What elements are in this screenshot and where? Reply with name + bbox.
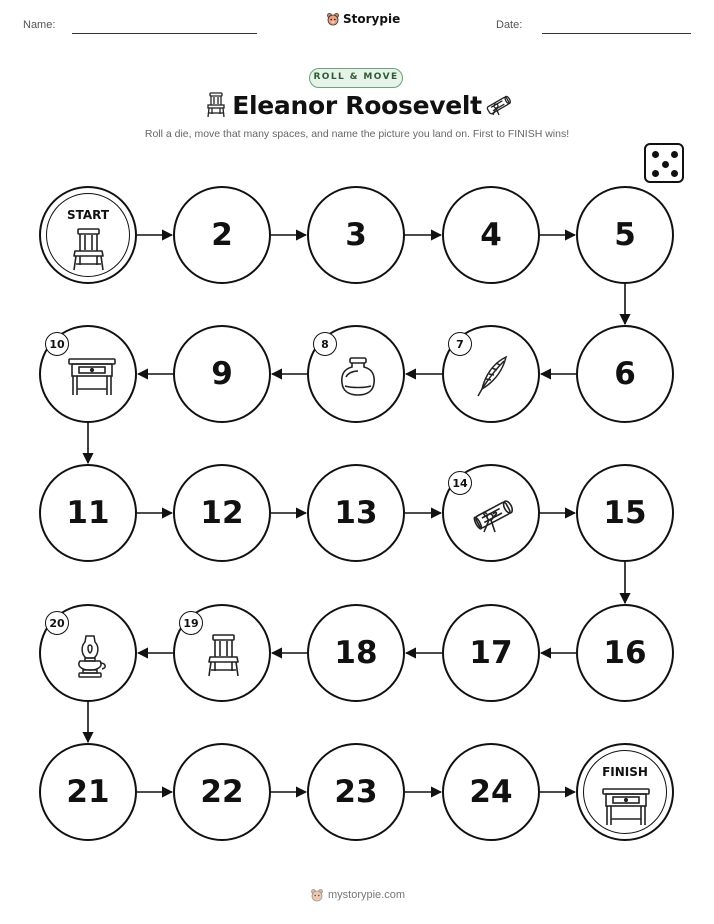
board-space: [576, 464, 674, 562]
space-number-badge: 20: [45, 611, 69, 635]
space-number-badge: 19: [179, 611, 203, 635]
name-label: Name:: [23, 19, 56, 31]
space-number: 18: [334, 635, 378, 671]
space-number: 15: [603, 495, 647, 531]
finish-label: FINISH: [602, 765, 648, 779]
instructions: Roll a die, move that many spaces, and name the picture you land on. First to FINISH wins!: [144, 128, 570, 140]
space-number-badge: 10: [45, 332, 69, 356]
board-space-picture: [307, 325, 405, 423]
space-number-badge: 8: [313, 332, 337, 356]
board-space: [442, 743, 540, 841]
board-space: [307, 743, 405, 841]
space-number: 24: [469, 774, 513, 810]
start-label: START: [66, 208, 110, 222]
start-space: [39, 186, 137, 284]
board-space: [307, 604, 405, 702]
board-space: [576, 325, 674, 423]
board-space: [442, 186, 540, 284]
chair-icon: [66, 226, 112, 276]
inkpot-icon: [335, 353, 381, 403]
space-number: 5: [614, 217, 636, 253]
board-space: [307, 186, 405, 284]
oil-lamp-icon: [67, 632, 113, 686]
space-number: 6: [614, 356, 636, 392]
space-number-badge: 14: [448, 471, 472, 495]
space-number: 22: [200, 774, 244, 810]
space-number: 17: [469, 635, 513, 671]
diploma-scroll-icon: [470, 492, 518, 542]
space-number: 21: [66, 774, 110, 810]
space-number: 3: [345, 217, 367, 253]
board-space: [173, 325, 271, 423]
board-space-picture: [442, 325, 540, 423]
space-number: 11: [66, 495, 110, 531]
footer-site: mystorypie.com: [328, 889, 406, 901]
space-number: 9: [211, 356, 233, 392]
finish-space: [576, 743, 674, 841]
space-number: 16: [603, 635, 647, 671]
board-space-picture: [39, 325, 137, 423]
board-space: [39, 464, 137, 562]
board-space: [576, 604, 674, 702]
space-number: 4: [480, 217, 502, 253]
board-space: [576, 186, 674, 284]
desk-icon: [601, 783, 651, 833]
board-space: [39, 743, 137, 841]
space-number: 23: [334, 774, 378, 810]
board-space: [173, 464, 271, 562]
space-number: 13: [334, 495, 378, 531]
quill-icon: [470, 353, 516, 403]
board-space: [173, 186, 271, 284]
board-space-picture: [173, 604, 271, 702]
game-type-badge: ROLL & MOVE: [309, 68, 403, 88]
board-space: [173, 743, 271, 841]
storypie-mascot-icon: [310, 888, 324, 902]
page-title: Eleanor Roosevelt: [232, 91, 482, 120]
date-label: Date:: [496, 19, 523, 31]
board-space: [442, 604, 540, 702]
space-number: 12: [200, 495, 244, 531]
board-space-picture: [442, 464, 540, 562]
brand-name: Storypie: [343, 12, 401, 26]
space-number: 2: [211, 217, 233, 253]
space-number-badge: 7: [448, 332, 472, 356]
desk-icon: [67, 353, 117, 403]
board-space-picture: [39, 604, 137, 702]
chair-icon: [201, 632, 247, 682]
footer: [310, 888, 405, 902]
board-space: [307, 464, 405, 562]
